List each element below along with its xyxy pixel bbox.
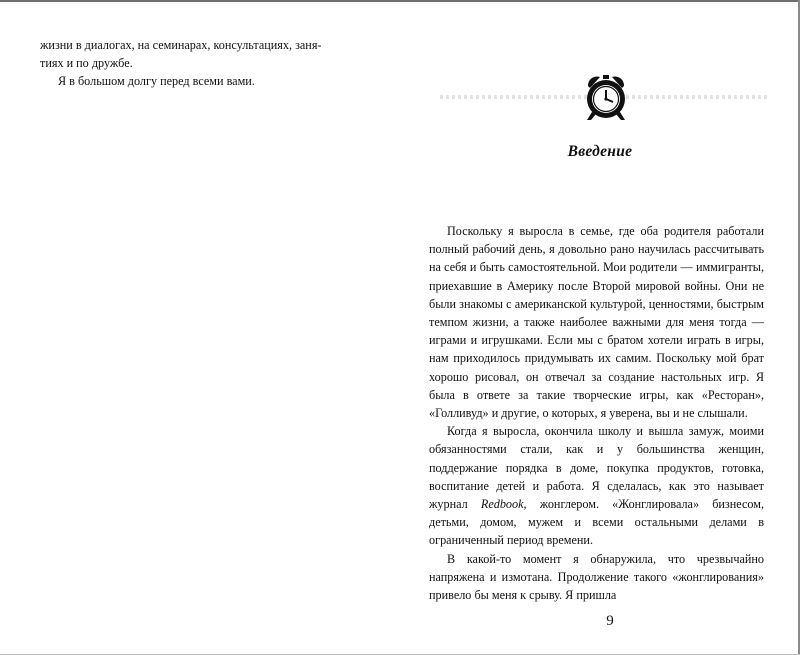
alarm-clock-icon [578,72,634,122]
paragraph-2-end: , жонглером. «Жонглировала» бизнесом, детьми, домом, мужем и всеми остальными делами в ограниченный период времени. [429,497,764,548]
left-page [40,36,358,90]
left-page-line-1: жизни в диалогах, на семинарах, консультациях, заня- [40,38,322,52]
paragraph-2-start: Когда я выросла, окончила школу и вышла замуж, моими обязанностями стали, как и у большинства женщин, поддержание порядка в доме, покупка продуктов, готовка, воспитание детей и работа. Я сделалась, как это называет журнал [429,424,764,512]
paragraph-1: Поскольку я выросла в семье, где оба родителя работали полный рабочий день, я довольно рано научилась рассчитывать на себя и быть самостоятельной. Мои родители — иммигранты, приехавшие в Америку после Второй мировой войны. Они не были знакомы с американской культурой, ценностями, быстрым темпом жизни, а также наиболее важными для меня тогда — играми и игрушками. Если мы с братом хотели играть в игры, нам приходилось придумывать их самим. Поскольку мой брат хорошо рисовал, он отвечал за создание настольных игр. Я была в ответе за такие творческие игры, как «Ресторан», «Голливуд» и другие, о которых, я уверена, вы и не слышали. [429,224,764,421]
magazine-title: Redbook [480,497,524,512]
left-page-thanks: Я в большом долгу перед всеми вами. [58,74,255,88]
scan-edge-top [0,0,800,2]
paragraph-2 [429,422,764,549]
paragraph-3: В какой-то момент я обнаружила, что чрезвычайно напряжена и измотана. Продолжение такого «жонглирования» привело бы меня к срыву. Я пришла [429,551,764,603]
right-page-body [429,222,764,604]
left-page-line-2: тиях и по дружбе. [40,56,133,70]
page-number: 9 [606,613,614,629]
chapter-heading: Введение [567,143,633,160]
